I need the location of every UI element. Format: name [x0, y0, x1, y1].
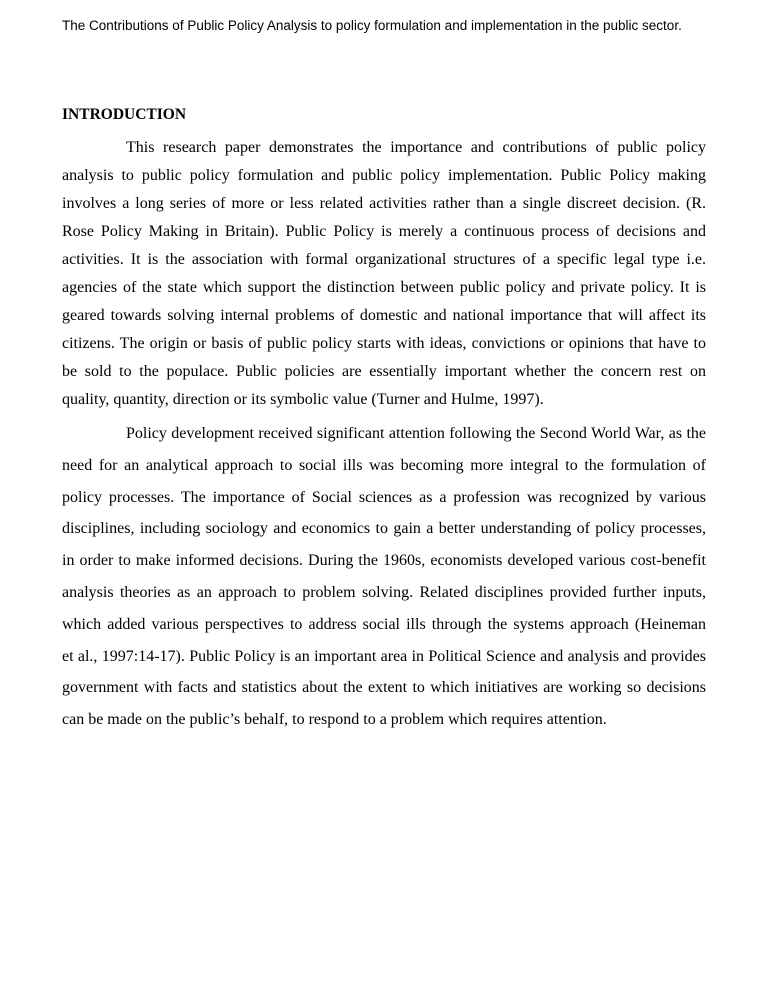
text-line: et al., 1997:14-17). Public Policy is an important area in Political Science and analysis and provides — [62, 647, 706, 665]
text-line: agencies of the state which support the distinction between public policy and private policy. It is — [62, 279, 706, 296]
section-heading: INTRODUCTION — [62, 106, 187, 123]
text-line: disciplines, including sociology and economics to gain a better understanding of policy processes, — [62, 520, 706, 538]
text-line: activities. It is the association with formal organizational structures of a specific legal type i.e. — [62, 251, 706, 268]
text-line: citizens. The origin or basis of public policy starts with ideas, convictions or opinions that have to — [62, 335, 706, 352]
text-line: geared towards solving internal problems of domestic and national importance that will affect its — [62, 307, 706, 324]
text-line: be sold to the populace. Public policies are essentially important whether the concern rest on — [62, 363, 706, 380]
text-line: analysis to public policy formulation and public policy implementation. Public Policy making — [62, 167, 706, 184]
text-line: need for an analytical approach to social ills was becoming more integral to the formulation of — [62, 456, 706, 474]
text-line: This research paper demonstrates the importance and contributions of public policy — [126, 139, 706, 156]
text-line: in order to make informed decisions. During the 1960s, economists developed various cost-benefit — [62, 552, 706, 570]
text-line: government with facts and statistics about the extent to which initiatives are working so decisions — [62, 679, 706, 697]
text-line: which added various perspectives to address social ills through the systems approach (Heineman — [62, 615, 706, 633]
text-line: analysis theories as an approach to problem solving. Related disciplines provided further inputs, — [62, 583, 706, 601]
paragraph-1 — [62, 138, 706, 418]
running-header: The Contributions of Public Policy Analysis to policy formulation and implementation in the public sector. — [62, 18, 682, 33]
paragraph-2 — [62, 424, 706, 742]
text-line: Policy development received significant attention following the Second World War, as the — [126, 425, 706, 442]
text-line: policy processes. The importance of Social sciences as a profession was recognized by various — [62, 488, 706, 506]
text-line: Rose Policy Making in Britain). Public Policy is merely a continuous process of decisions and — [62, 223, 706, 240]
text-line: quality, quantity, direction or its symbolic value (Turner and Hulme, 1997). — [62, 391, 544, 408]
text-line: involves a long series of more or less related activities rather than a single discreet decision. (R. — [62, 195, 706, 212]
text-line: can be made on the public’s behalf, to respond to a problem which requires attention. — [62, 711, 607, 729]
